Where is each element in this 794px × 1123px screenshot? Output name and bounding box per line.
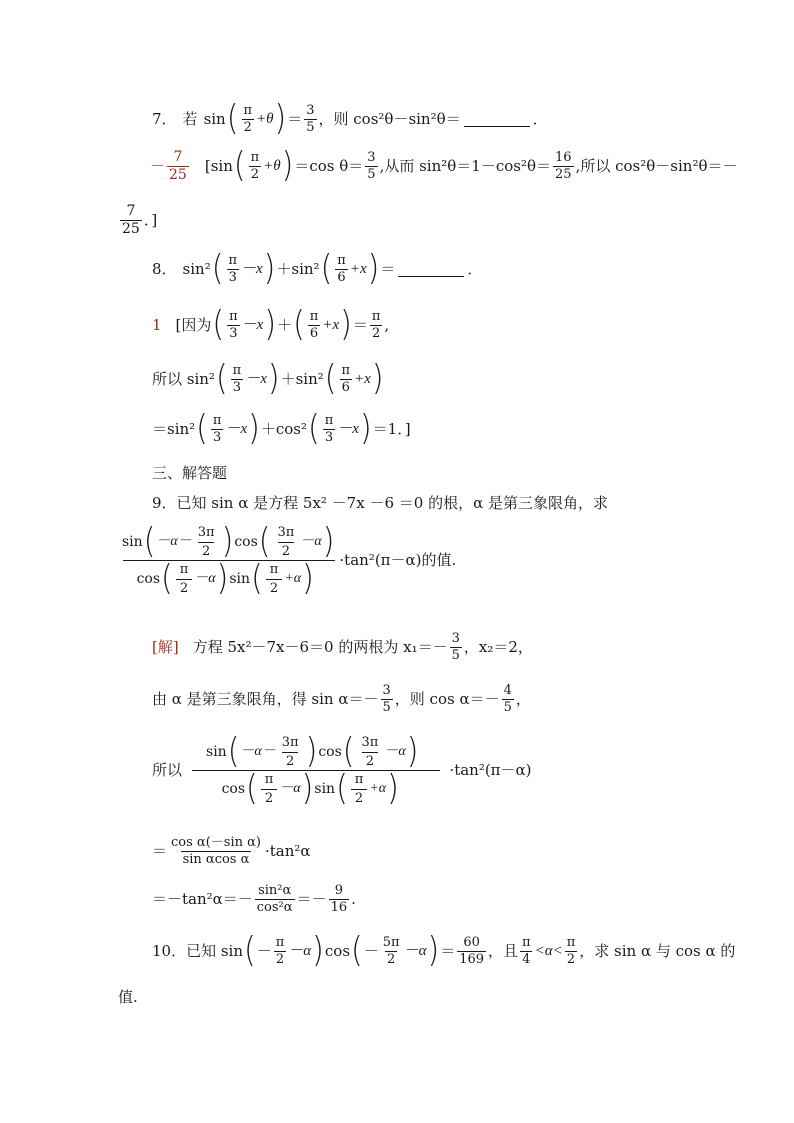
q8-number: 8．: [152, 259, 177, 278]
paren-left: (: [293, 304, 305, 345]
paren-right: ): [281, 145, 294, 186]
q8-so-sin2: sin²: [295, 369, 324, 388]
q9-sol-line1-text: 方程 5x²－7x－6＝0 的两根为 x₁＝－: [192, 637, 448, 656]
q7-sol-frac-725: $\frac{7}{25}$: [122, 203, 140, 237]
q9-sol-tan: ·tan²(π－α): [449, 761, 532, 780]
q8-eq-minus-x-a: －x: [225, 420, 248, 437]
q7-sol-open: [sin: [204, 156, 233, 175]
paren-right: ): [367, 248, 380, 289]
q9-so: 所以: [152, 761, 183, 780]
q7-sol-end: ．]: [143, 210, 158, 229]
q8-sol-plus: ＋: [277, 315, 293, 334]
paren-left: (: [320, 248, 333, 289]
q10-tail: ，求 sin α 与 cos α 的: [579, 941, 736, 960]
q8-so-plus-x: +x: [354, 370, 371, 387]
paren-right: ): [267, 358, 280, 399]
q8-answer: 1: [152, 315, 162, 334]
q10-line2-text: 值.: [118, 988, 138, 1006]
q10-frac-pi4: $\frac{\pi}{4}$: [522, 935, 531, 967]
q8-sol-frac-pi2: $\frac{\pi}{2}$: [371, 309, 381, 341]
q9-step1-frac: $\frac{\text{cos α(－sin α)}}{\text{sin αcos α}}$: [171, 835, 261, 867]
q7-plus-theta: +θ: [255, 110, 274, 127]
q9-question: [152, 496, 608, 511]
q7-end: ．: [532, 109, 548, 128]
q10-frac-pi2: $\frac{\pi}{2}$: [275, 935, 285, 967]
q7-answer-frac: $\frac{7}{25}$: [169, 149, 187, 183]
q9-numerator: sin ( －α－ $\frac{3\pi}{2}$ ) cos ( $\frac{3\pi}{2}$ －α ): [122, 521, 335, 562]
q8-eq-cos2: cos²: [275, 419, 307, 438]
q9-sol-label: [解]: [152, 637, 179, 656]
q10-line2: [118, 990, 138, 1005]
paren-left: (: [351, 930, 363, 971]
q7-frac-pi2: $\frac{\pi}{2}$: [243, 103, 252, 135]
q9-sol-line2c: ，: [515, 689, 531, 708]
q9-sol-numerator: sin ( －α－ $\frac{3\pi}{2}$ ) cos ( $\frac{3\pi}{2}$ －α ): [206, 731, 419, 772]
q10-eq: ＝: [440, 941, 456, 960]
q9-step1-tail: ·tan²α: [264, 841, 311, 860]
q8-sol-frac-pi3: $\frac{\pi}{3}$: [229, 309, 238, 341]
q9-sol-line2b: ，则 cos α＝－: [394, 689, 500, 708]
q8-eq: ＝: [380, 259, 396, 278]
q7-if: 若: [182, 109, 198, 128]
q10-cos: cos: [324, 941, 351, 960]
paren-left: (: [324, 358, 337, 399]
q7-answer-sign: －: [150, 156, 166, 175]
q10-frac-5pi2: $\frac{5\pi}{2}$: [382, 935, 400, 967]
paren-left: (: [196, 408, 208, 449]
q10-neg: －: [256, 941, 272, 960]
q8-because: [因为: [175, 315, 212, 334]
q9-big-fraction: [118, 521, 339, 599]
q8-sin2-b: sin²: [291, 259, 320, 278]
q8-eq-plus: ＋: [260, 419, 276, 438]
paren-right: ): [264, 304, 277, 345]
paren-right: ): [371, 358, 384, 399]
q8-eq-one: ＝1．]: [372, 419, 411, 438]
q10-frac-60-169: $\frac{60}{169}$: [459, 935, 485, 967]
q8-frac-pi3: $\frac{\pi}{3}$: [228, 253, 237, 285]
q8-question: [152, 248, 483, 289]
q10-minus-alpha-a: －α: [288, 942, 312, 959]
paren-left: (: [233, 145, 246, 186]
q7-sol-tail: ,所以 cos²θ－sin²θ＝－: [575, 156, 738, 175]
q10-cond: ，且: [488, 941, 519, 960]
q7-question: [152, 98, 548, 139]
paren-right: ): [427, 930, 440, 971]
q9-step2-mid: ＝－: [296, 889, 327, 908]
q8-solution-1: [152, 304, 390, 345]
paren-left: (: [244, 930, 256, 971]
paren-right: ): [263, 248, 276, 289]
q8-sol-plus-x: +x: [322, 316, 340, 333]
q10-minus-alpha-b: －α: [403, 942, 427, 959]
q7-frac-35: $\frac{3}{5}$: [306, 103, 315, 135]
q7-answer-blank: [464, 112, 530, 127]
q9-step2-end: .: [351, 889, 356, 908]
paren-left: (: [226, 98, 239, 139]
q8-so-frac-pi3: $\frac{\pi}{3}$: [232, 363, 242, 395]
q9-sol-frac-45: $\frac{4}{5}$: [503, 683, 512, 715]
q9-sol-line1-tail: ，x₂＝2，: [463, 637, 533, 656]
q8-solution-3: [152, 408, 411, 449]
q8-plus: ＋: [276, 259, 292, 278]
paren-left: (: [215, 358, 228, 399]
paren-left: (: [308, 408, 320, 449]
q8-eq-minus-x-b: －x: [337, 420, 359, 437]
q10-frac-pi2-b: $\frac{\pi}{2}$: [566, 935, 576, 967]
q8-frac-pi6: $\frac{\pi}{6}$: [337, 253, 346, 285]
q7-sol-eq-cos: ＝cos θ＝: [294, 156, 364, 175]
q8-sol-frac-pi6: $\frac{\pi}{6}$: [309, 309, 319, 341]
q9-expression: [118, 521, 457, 599]
q8-end: ．: [467, 259, 483, 278]
q7-sol-plus-theta: +θ: [263, 157, 281, 174]
q8-eq-frac-pi3-a: $\frac{\pi}{3}$: [212, 413, 222, 445]
q8-sol-eq: ＝: [352, 315, 368, 334]
q10-number: 10．已知 sin: [152, 941, 244, 960]
q9-number: 9．已知 sin α 是方程 5x² －7x －6 ＝0 的根，α 是第三象限角，求: [152, 494, 608, 512]
q8-eq-sin2: ＝sin²: [152, 419, 196, 438]
q8-eq-frac-pi3-b: $\frac{\pi}{3}$: [324, 413, 334, 445]
q9-sol-step2: [152, 884, 356, 914]
q7-solution-end: [118, 204, 157, 236]
paren-left: (: [211, 248, 224, 289]
paren-right: ): [312, 930, 324, 971]
q9-sol-frac-35: $\frac{3}{5}$: [451, 631, 460, 663]
q9-sol-big-fraction: [182, 731, 449, 809]
section-title: [152, 466, 227, 481]
q7-sol-frac-35: $\frac{3}{5}$: [367, 150, 376, 182]
q7-sol-mid: ,从而 sin²θ＝1－cos²θ＝: [379, 156, 552, 175]
q9-step2-frac: $\frac{\text{sin²α}}{\text{cos²α}}$: [256, 883, 293, 915]
q9-sol-frac-35b: $\frac{3}{5}$: [382, 683, 391, 715]
q10-range: <α<: [534, 942, 563, 959]
q8-so-minus-x: －x: [245, 370, 267, 387]
q9-step2-frac-916: $\frac{9}{16}$: [330, 883, 348, 915]
q8-solution-2: [152, 358, 385, 399]
q7-sin: sin: [203, 109, 226, 128]
q7-then: ，则 cos²θ－sin²θ＝: [318, 109, 461, 128]
q8-so-plus: ＋: [280, 369, 296, 388]
paren-right: ): [340, 304, 352, 345]
q7-solution: [150, 145, 738, 186]
q9-sol-line2: [152, 684, 531, 714]
q9-step1-eq: ＝: [152, 841, 168, 860]
paren-right: ): [248, 408, 260, 449]
q9-tan-tail: ·tan²(π－α)的值.: [339, 551, 457, 570]
q9-step2-pre: ＝－tan²α＝－: [152, 889, 253, 908]
q8-plus-x: +x: [349, 260, 367, 277]
q9-sol-step1: [152, 836, 311, 866]
q9-denominator: cos ( $\frac{\pi}{2}$ －α ) sin ( $\frac{\pi}{2}$ +α ): [123, 560, 335, 595]
q10-neg-b: －: [363, 941, 379, 960]
q8-sol-comma: ,: [384, 315, 390, 334]
paren-right: ): [274, 98, 287, 139]
q8-answer-blank: [398, 262, 464, 277]
paren-right: ): [359, 408, 372, 449]
q8-sol-minus-x: －x: [241, 316, 264, 333]
q9-sol-line2a: 由 α 是第三象限角，得 sin α＝－: [152, 689, 379, 708]
q9-sol-line3: [152, 731, 532, 809]
q10-question: [152, 930, 736, 971]
q9-sol-denominator: cos ( $\frac{\pi}{2}$ －α ) sin ( $\frac{\pi}{2}$ +α ): [192, 770, 440, 805]
q7-eq: ＝: [287, 109, 303, 128]
paren-left: (: [212, 304, 225, 345]
q8-minus-x: －x: [240, 260, 263, 277]
q8-so-frac-pi6: $\frac{\pi}{6}$: [341, 363, 351, 395]
q7-number: 7．: [152, 109, 177, 128]
q7-sol-frac-1625: $\frac{16}{25}$: [555, 150, 572, 182]
q8-sin2-a: sin²: [182, 259, 211, 278]
section-title-text: 三、解答题: [152, 464, 228, 482]
q9-sol-line1: [152, 632, 533, 662]
q7-sol-frac-pi2: $\frac{\pi}{2}$: [250, 150, 260, 182]
q8-so: 所以 sin²: [152, 369, 215, 388]
